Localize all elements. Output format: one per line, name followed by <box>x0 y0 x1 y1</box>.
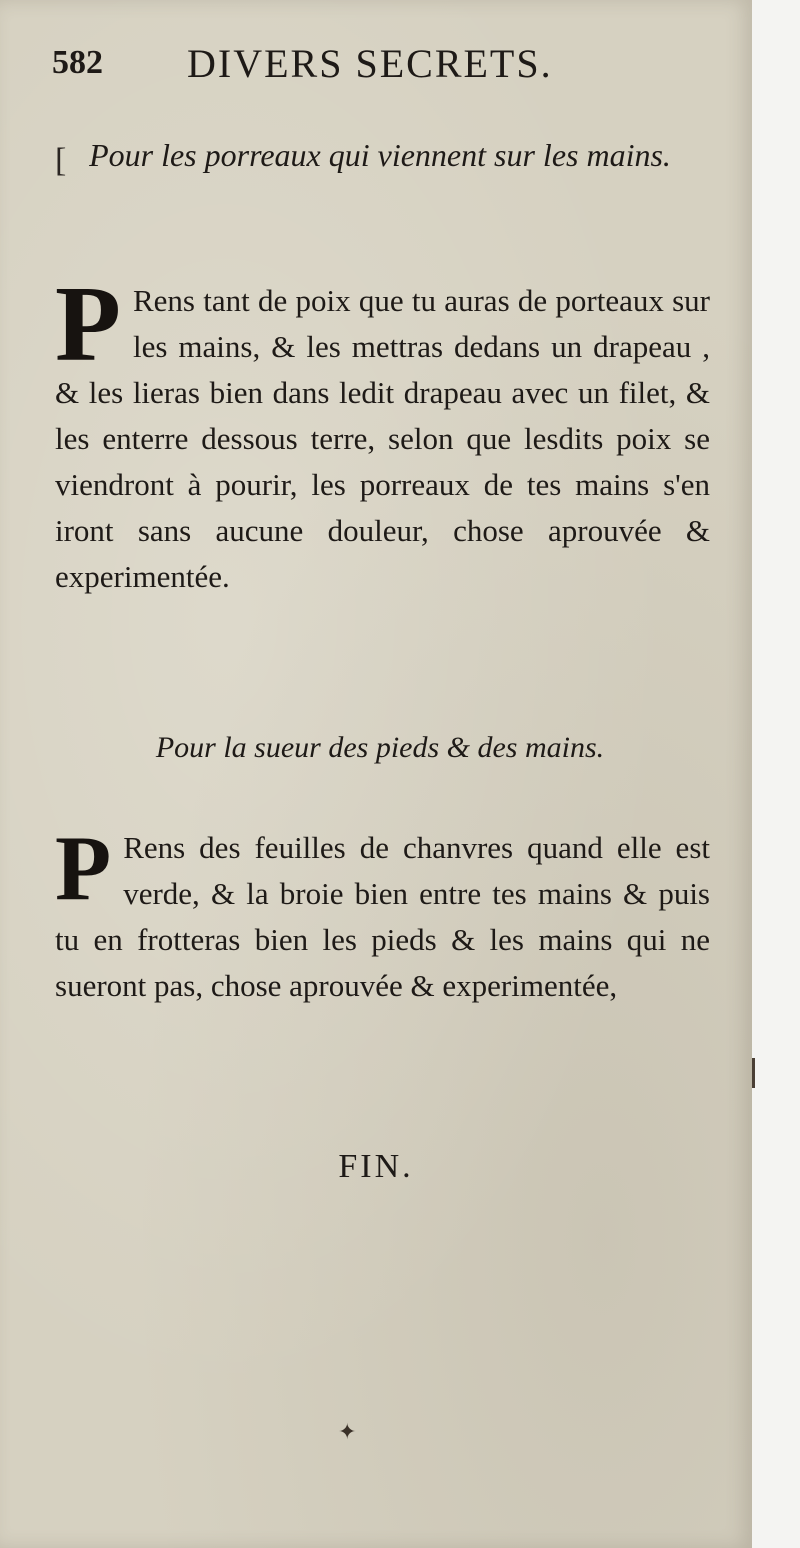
section-2-body: Rens des feuilles de chanvres quand elle est verde, & la broie bien entre tes mains & puis tu en frotteras bien les pieds & les mains qui ne sueront pas, chose aprouvée & experimentée, <box>55 830 710 1003</box>
section-bracket: [ <box>55 142 67 179</box>
page-number: 582 <box>52 44 103 81</box>
ornament-mark: ✦ <box>338 1420 357 1445</box>
running-head <box>52 40 652 90</box>
edge-tick-mark <box>752 1058 755 1088</box>
fin-colophon: FIN. <box>338 1148 414 1185</box>
section-1-paragraph <box>55 265 710 600</box>
section-2-paragraph <box>55 817 710 1009</box>
page-margin-background <box>752 0 800 1548</box>
section-2-heading: Pour la sueur des pieds & des mains. <box>155 731 605 764</box>
section-1-body: Rens tant de poix que tu auras de porteaux sur les mains, & les mettras dedans un drapeau , & les lieras bien dans ledit drapeau avec un filet, & les enterre dessous terre, selon que lesdits poix se viendront à pourir, les porreaux de tes mains s'en iront sans aucune douleur, chose aprouvée & experimentée. <box>55 283 710 594</box>
section-2-dropcap: P <box>55 817 112 919</box>
section-1-heading: Pour les porreaux qui viennent sur les mains. <box>89 137 671 173</box>
section-1-dropcap: P <box>55 265 121 384</box>
running-title: DIVERS SECRETS. <box>187 41 553 86</box>
